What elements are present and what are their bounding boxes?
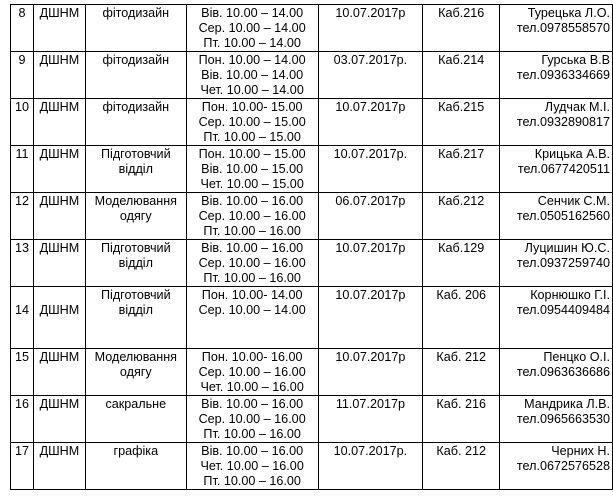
schedule-time: Пон. 10.00- 14.00 bbox=[201, 288, 303, 302]
schedule-time: Вів. 10.00 – 16.00 bbox=[201, 444, 304, 458]
department-cell bbox=[33, 52, 85, 99]
table-row bbox=[11, 146, 613, 193]
start-date-cell bbox=[318, 193, 423, 240]
department-cell bbox=[33, 287, 85, 349]
start-date-cell bbox=[318, 287, 423, 349]
subject-line: фітодизайн bbox=[102, 53, 170, 67]
room: Каб.129 bbox=[438, 241, 485, 255]
department: ДШНМ bbox=[39, 303, 80, 317]
teacher-phone: тел.0954409484 bbox=[516, 303, 610, 317]
start-date-cell bbox=[318, 443, 423, 490]
teacher-cell bbox=[500, 443, 613, 490]
subject-line: Підготовчий bbox=[100, 241, 171, 255]
start-date: 10.07.2017р bbox=[335, 100, 406, 114]
teacher-phone: тел.0672576528 bbox=[516, 459, 610, 473]
subject-line: одягу bbox=[119, 209, 152, 223]
row-number-cell bbox=[11, 349, 34, 396]
room: Каб.215 bbox=[438, 100, 485, 114]
start-date: 10.07.2017р bbox=[335, 288, 406, 302]
row-number-cell bbox=[11, 396, 34, 443]
schedule-time: Пт. 10.00 – 16.00 bbox=[203, 271, 301, 285]
department: ДШНМ bbox=[39, 397, 80, 411]
room: Каб.214 bbox=[438, 53, 485, 67]
subject-cell bbox=[85, 146, 186, 193]
department: ДШНМ bbox=[39, 147, 80, 161]
subject-cell bbox=[85, 5, 186, 52]
teacher-phone: тел.0936334669 bbox=[516, 68, 610, 82]
room: Каб.216 bbox=[438, 6, 485, 20]
room-cell bbox=[423, 443, 500, 490]
start-date-cell bbox=[318, 240, 423, 287]
schedule-time: Сер. 10.00 – 16.00 bbox=[198, 209, 306, 223]
row-number: 12 bbox=[14, 194, 29, 208]
subject-line: відділ bbox=[118, 256, 153, 270]
table-row bbox=[11, 240, 613, 287]
start-date: 10.07.2017р. bbox=[333, 444, 408, 458]
start-date: 03.07.2017р. bbox=[333, 53, 408, 67]
row-number: 9 bbox=[18, 53, 26, 67]
row-number: 15 bbox=[14, 350, 29, 364]
row-number: 14 bbox=[14, 303, 29, 317]
teacher-name: Мандрика Л.В. bbox=[524, 397, 610, 411]
teacher-cell bbox=[500, 5, 613, 52]
schedule-time: Сер. 10.00 – 14.00 bbox=[198, 303, 306, 317]
schedule-time: Чет. 10.00 – 16.00 bbox=[200, 380, 304, 394]
teacher-phone: тел.0963636686 bbox=[516, 365, 610, 379]
table-row bbox=[11, 443, 613, 490]
subject-cell bbox=[85, 99, 186, 146]
teacher-cell bbox=[500, 193, 613, 240]
room: Каб. 212 bbox=[436, 444, 486, 458]
start-date-cell bbox=[318, 349, 423, 396]
subject-line: Підготовчий bbox=[100, 147, 171, 161]
schedule-body bbox=[11, 5, 613, 490]
teacher-phone: тел.0677420511 bbox=[517, 162, 610, 176]
room-cell bbox=[423, 349, 500, 396]
schedule-time: Сер. 10.00 – 16.00 bbox=[198, 365, 306, 379]
schedule-time: Вів. 10.00 – 16.00 bbox=[201, 397, 304, 411]
table-row bbox=[11, 52, 613, 99]
schedule-times-cell bbox=[186, 99, 318, 146]
room-cell bbox=[423, 287, 500, 349]
row-number: 16 bbox=[14, 397, 29, 411]
subject-cell bbox=[85, 396, 186, 443]
schedule-times-cell bbox=[186, 146, 318, 193]
schedule-time: Вів. 10.00 – 14.00 bbox=[201, 6, 304, 20]
subject-cell bbox=[85, 52, 186, 99]
room-cell bbox=[423, 146, 500, 193]
start-date-cell bbox=[318, 396, 423, 443]
room-cell bbox=[423, 396, 500, 443]
schedule-time: Пт. 10.00 – 16.00 bbox=[203, 224, 301, 238]
start-date: 10.07.2017р bbox=[335, 6, 406, 20]
schedule-times-cell bbox=[186, 193, 318, 240]
teacher-phone: тел.0937259740 bbox=[516, 256, 610, 270]
schedule-time: Пт. 10.00 – 15.00 bbox=[203, 130, 301, 144]
schedule-time: Пон. 10.00- 16.00 bbox=[201, 350, 303, 364]
department: ДШНМ bbox=[39, 6, 80, 20]
row-number-cell bbox=[11, 5, 34, 52]
department-cell bbox=[33, 193, 85, 240]
room: Каб.212 bbox=[438, 194, 485, 208]
department-cell bbox=[33, 349, 85, 396]
subject-cell bbox=[85, 287, 186, 349]
teacher-phone: тел.0965663530 bbox=[516, 412, 610, 426]
schedule-time: Сер. 10.00 – 16.00 bbox=[198, 256, 306, 270]
department-cell bbox=[33, 146, 85, 193]
row-number-cell bbox=[11, 52, 34, 99]
teacher-cell bbox=[500, 240, 613, 287]
teacher-name: Крицька А.В. bbox=[534, 147, 610, 161]
room-cell bbox=[423, 5, 500, 52]
teacher-cell bbox=[500, 146, 613, 193]
subject-line: відділ bbox=[118, 303, 153, 317]
teacher-cell bbox=[500, 396, 613, 443]
subject-cell bbox=[85, 443, 186, 490]
row-number: 13 bbox=[14, 241, 29, 255]
schedule-times-cell bbox=[186, 52, 318, 99]
table-row bbox=[11, 99, 613, 146]
teacher-cell bbox=[500, 52, 613, 99]
start-date-cell bbox=[318, 146, 423, 193]
department-cell bbox=[33, 396, 85, 443]
start-date: 10.07.2017р bbox=[335, 350, 406, 364]
start-date: 10.07.2017р bbox=[335, 241, 406, 255]
schedule-time: Чет. 10.00 – 15.00 bbox=[200, 177, 304, 191]
row-number: 17 bbox=[14, 444, 29, 458]
schedule-time: Пт. 10.00 – 14.00 bbox=[203, 36, 301, 50]
start-date: 10.07.2017р. bbox=[333, 147, 408, 161]
teacher-name: Черних Н. bbox=[551, 444, 610, 458]
schedule-time: Вів. 10.00 – 16.00 bbox=[201, 241, 304, 255]
teacher-cell bbox=[500, 99, 613, 146]
teacher-phone: тел.0505162560 bbox=[516, 209, 610, 223]
teacher-phone: тел.0932890817 bbox=[516, 115, 610, 129]
row-number-cell bbox=[11, 146, 34, 193]
schedule-time: Пт. 10.00 – 16.00 bbox=[203, 427, 301, 441]
schedule-time: Вів. 10.00 – 15.00 bbox=[201, 162, 304, 176]
room: Каб. 216 bbox=[436, 397, 486, 411]
room: Каб. 212 bbox=[436, 350, 486, 364]
teacher-name: Сенчик С.М. bbox=[537, 194, 610, 208]
department: ДШНМ bbox=[39, 194, 80, 208]
table-row bbox=[11, 287, 613, 349]
schedule-table bbox=[10, 4, 613, 490]
room: Каб. 206 bbox=[436, 288, 486, 302]
schedule-times-cell bbox=[186, 240, 318, 287]
row-number-cell bbox=[11, 287, 34, 349]
row-number-cell bbox=[11, 240, 34, 287]
department: ДШНМ bbox=[39, 53, 80, 67]
department-cell bbox=[33, 99, 85, 146]
subject-line: фітодизайн bbox=[102, 100, 170, 114]
schedule-time: Вів. 10.00 – 14.00 bbox=[201, 68, 304, 82]
teacher-phone: тел.0978558570 bbox=[516, 21, 610, 35]
room-cell bbox=[423, 52, 500, 99]
subject-line: графіка bbox=[113, 444, 159, 458]
subject-line: відділ bbox=[118, 162, 153, 176]
subject-cell bbox=[85, 349, 186, 396]
row-number-cell bbox=[11, 443, 34, 490]
table-row bbox=[11, 5, 613, 52]
schedule-time: Чет. 10.00 – 16.00 bbox=[200, 459, 304, 473]
department-cell bbox=[33, 240, 85, 287]
room-cell bbox=[423, 99, 500, 146]
department: ДШНМ bbox=[39, 100, 80, 114]
subject-line: сакральне bbox=[105, 397, 167, 411]
subject-line: Моделювання bbox=[94, 350, 177, 364]
subject-line: одягу bbox=[119, 365, 152, 379]
schedule-time: Пон. 10.00 – 15.00 bbox=[198, 147, 306, 161]
schedule-times-cell bbox=[186, 349, 318, 396]
start-date-cell bbox=[318, 52, 423, 99]
schedule-time: Сер. 10.00 – 16.00 bbox=[198, 412, 306, 426]
teacher-name: Лудчак М.І. bbox=[544, 100, 610, 114]
start-date-cell bbox=[318, 5, 423, 52]
schedule-time: Чет. 10.00 – 14.00 bbox=[200, 83, 304, 97]
teacher-name: Гурська В.В bbox=[541, 53, 610, 67]
room-cell bbox=[423, 240, 500, 287]
teacher-name: Турецька Л.О. bbox=[527, 6, 610, 20]
schedule-time: Пон. 10.00- 15.00 bbox=[201, 100, 303, 114]
schedule-time: Сер. 10.00 – 15.00 bbox=[198, 115, 306, 129]
department: ДШНМ bbox=[39, 350, 80, 364]
row-number: 8 bbox=[18, 6, 26, 20]
teacher-cell bbox=[500, 287, 613, 349]
subject-line: Моделювання bbox=[94, 194, 177, 208]
start-date-cell bbox=[318, 99, 423, 146]
department: ДШНМ bbox=[39, 444, 80, 458]
table-row bbox=[11, 396, 613, 443]
row-number-cell bbox=[11, 193, 34, 240]
schedule-time: Сер. 10.00 – 14.00 bbox=[198, 21, 306, 35]
subject-line: Підготовчий bbox=[100, 288, 171, 302]
subject-line: фітодизайн bbox=[102, 6, 170, 20]
schedule-times-cell bbox=[186, 5, 318, 52]
row-number: 10 bbox=[14, 100, 29, 114]
department: ДШНМ bbox=[39, 241, 80, 255]
teacher-name: Корнюшко Г.І. bbox=[530, 288, 610, 302]
subject-cell bbox=[85, 240, 186, 287]
schedule-times-cell bbox=[186, 287, 318, 349]
department-cell bbox=[33, 5, 85, 52]
room-cell bbox=[423, 193, 500, 240]
teacher-cell bbox=[500, 349, 613, 396]
room: Каб.217 bbox=[438, 147, 485, 161]
start-date: 11.07.2017р bbox=[335, 397, 405, 411]
teacher-name: Луцишин Ю.С. bbox=[524, 241, 610, 255]
row-number: 11 bbox=[15, 147, 29, 161]
schedule-times-cell bbox=[186, 443, 318, 490]
subject-cell bbox=[85, 193, 186, 240]
schedule-time: Вів. 10.00 – 16.00 bbox=[201, 194, 304, 208]
schedule-times-cell bbox=[186, 396, 318, 443]
teacher-name: Пенцко О.І. bbox=[543, 350, 610, 364]
schedule-time: Пон. 10.00 – 14.00 bbox=[198, 53, 306, 67]
table-row bbox=[11, 349, 613, 396]
table-row bbox=[11, 193, 613, 240]
department-cell bbox=[33, 443, 85, 490]
row-number-cell bbox=[11, 99, 34, 146]
start-date: 06.07.2017р bbox=[335, 194, 406, 208]
schedule-time: Пт. 10.00 – 16.00 bbox=[203, 474, 301, 488]
